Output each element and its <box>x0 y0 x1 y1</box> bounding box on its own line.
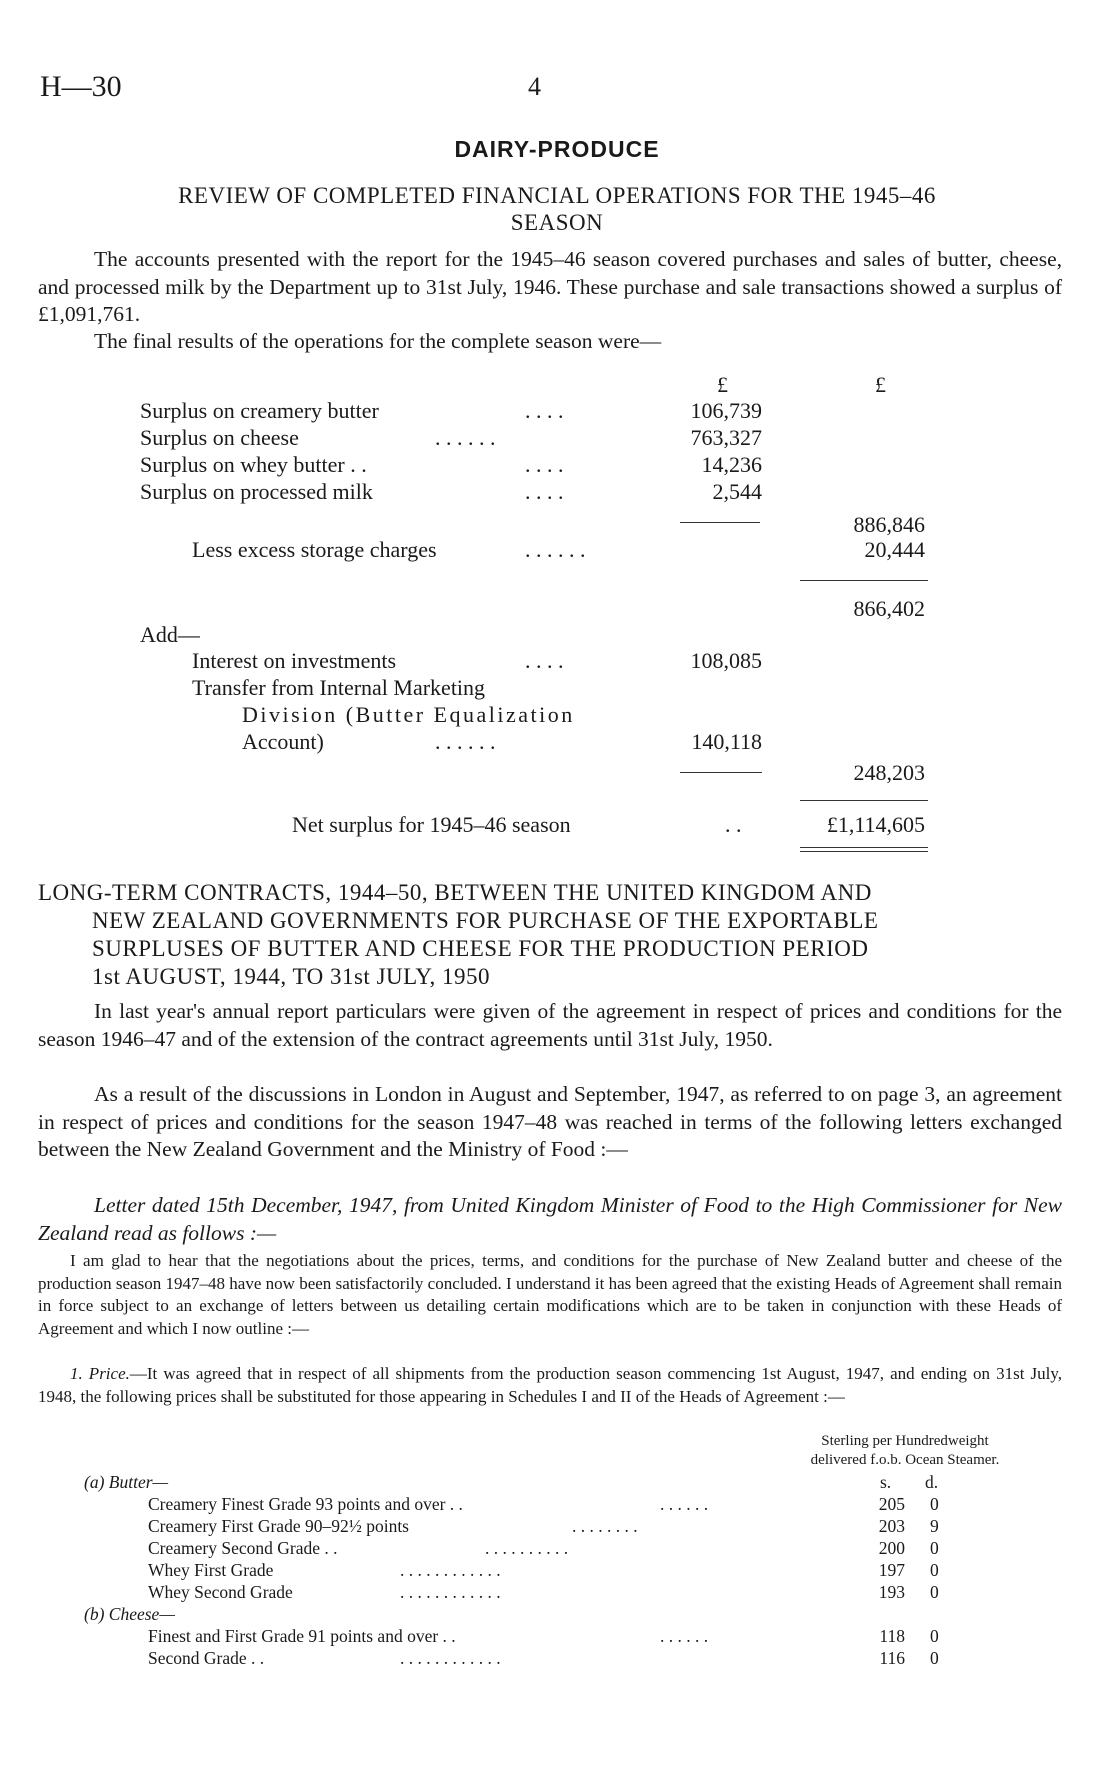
leader-dots: . . . . <box>525 479 564 504</box>
double-rule-top <box>800 847 928 848</box>
leader-dots: . . . . <box>525 452 564 477</box>
surplus-row-label: Surplus on cheese <box>140 425 299 450</box>
leader-dots: . . . . . . <box>525 537 586 562</box>
letter-paragraph-2 <box>38 1363 1062 1408</box>
price-row-label: Creamery First Grade 90–92½ points <box>148 1516 409 1536</box>
leader-dots: . . . . . . <box>435 729 496 754</box>
price-row-label: Creamery Finest Grade 93 points and over . . <box>148 1494 463 1514</box>
price-shillings: 116 <box>879 1648 905 1668</box>
price-row-label: Whey Second Grade <box>148 1582 293 1602</box>
contracts-heading-line3: SURPLUSES OF BUTTER AND CHEESE FOR THE PRODUCTION PERIOD <box>92 936 869 961</box>
price-shillings: 197 <box>878 1560 905 1580</box>
price-row-label: Creamery Second Grade . . <box>148 1538 338 1558</box>
subtotal-rule <box>680 522 760 523</box>
unit-pence: d. <box>925 1472 939 1492</box>
price-shillings: 118 <box>879 1626 905 1646</box>
review-heading-line2: SEASON <box>510 210 604 235</box>
less-value: 20,444 <box>864 537 925 562</box>
leader-dots: . . <box>725 812 742 837</box>
page-title: DAIRY-PRODUCE <box>454 136 660 162</box>
contracts-paragraph-1: In last year's annual report particulars were given of the agreement in respect of prices and conditions for the season 1946–47 and of the extension of the contract agreements until 31st July, 1950. <box>38 999 1062 1051</box>
page-number: 4 <box>528 72 541 101</box>
transfer-label-line1: Transfer from Internal Marketing <box>192 675 486 700</box>
price-pence: 0 <box>930 1560 939 1580</box>
contracts-heading-line1: LONG-TERM CONTRACTS, 1944–50, BETWEEN THE UNITED KINGDOM AND <box>38 880 872 905</box>
price-row-label: Finest and First Grade 91 points and over . . <box>148 1626 456 1646</box>
price-pence: 0 <box>930 1582 939 1602</box>
leader-dots: . . . . <box>525 648 564 673</box>
leader-dots: . . . . . . . . . . . . <box>400 1648 501 1668</box>
contracts-heading-line4: 1st AUGUST, 1944, TO 31st JULY, 1950 <box>92 964 491 989</box>
surplus-row-value: 106,739 <box>690 398 762 423</box>
surplus-row-value: 14,236 <box>701 452 762 477</box>
price-row-label: Whey First Grade <box>148 1560 274 1580</box>
surplus-row-label: Surplus on processed milk <box>140 479 373 504</box>
price-column-head-line2: delivered f.o.b. Ocean Steamer. <box>810 1452 1000 1468</box>
price-pence: 0 <box>930 1494 939 1514</box>
price-row-label: Second Grade . . <box>148 1648 265 1668</box>
contracts-heading-line2: NEW ZEALAND GOVERNMENTS FOR PURCHASE OF THE EXPORTABLE <box>92 908 879 933</box>
letter-introduction: Letter dated 15th December, 1947, from United Kingdom Minister of Food to the High Commissioner for New Zealand read as follows :— <box>38 1193 1062 1245</box>
subtotal-rule <box>680 772 762 773</box>
total-rule <box>800 800 928 801</box>
leader-dots: . . . . . . . . . . . . <box>400 1560 501 1580</box>
leader-dots: . . . . <box>525 398 564 423</box>
subtotal-after-less: 866,402 <box>853 596 925 621</box>
interest-value: 108,085 <box>690 648 762 673</box>
transfer-label-line3: Account) <box>242 729 324 754</box>
document-code: H—30 <box>40 70 122 103</box>
letter-paragraph-2-body: —It was agreed that in respect of all shipments from the production season commencing 1st August, 1947, and ending on 31st July, 1948, the following prices shall be substituted for those appearing in Schedules I and II of the Heads of Agreement :— <box>38 1364 1062 1406</box>
double-rule-bottom <box>800 851 928 852</box>
subtotal-surplus: 886,846 <box>853 512 925 537</box>
interest-label: Interest on investments <box>192 648 397 673</box>
net-surplus-value: £1,114,605 <box>826 812 925 837</box>
letter-paragraph-2-lead: 1. Price. <box>70 1364 130 1383</box>
review-paragraph-2: The final results of the operations for the complete season were— <box>94 329 662 353</box>
price-pence: 0 <box>930 1538 939 1558</box>
cheese-label: (b) Cheese— <box>84 1604 175 1624</box>
surplus-row-value: 763,327 <box>690 425 762 450</box>
subtotal-rule <box>800 580 928 581</box>
leader-dots: . . . . . . <box>435 425 496 450</box>
unit-shillings: s. <box>880 1472 892 1492</box>
transfer-value: 140,118 <box>691 729 762 754</box>
price-shillings: 200 <box>878 1538 905 1558</box>
leader-dots: . . . . . . . . . . <box>485 1538 569 1558</box>
leader-dots: . . . . . . . . <box>572 1516 638 1536</box>
butter-label: (a) Butter— <box>84 1472 169 1492</box>
letter-paragraph-1: I am glad to hear that the negotiations about the prices, terms, and conditions for the purchase of New Zealand butter and cheese of the production season 1947–48 have now been satisfactorily concluded. I understand it has been agreed that the existing Heads of Agreement shall remain in force subject to an exchange of letters between us detailing certain modifications which are to be taken in conjunction with these Heads of Agreement and which I now outline :— <box>38 1251 1062 1338</box>
price-shillings: 203 <box>878 1516 905 1536</box>
transfer-label-line2: Division (Butter Equalization <box>242 702 575 727</box>
contracts-paragraph-2: As a result of the discussions in London in August and September, 1947, as referred to on page 3, an agreement in respect of prices and conditions for the season 1947–48 was reached in terms of the following letters exchanged between the New Zealand Government and the Ministry of Food :— <box>38 1082 1062 1161</box>
column-head-pounds-1: £ <box>717 372 728 397</box>
price-shillings: 193 <box>878 1582 905 1602</box>
add-total: 248,203 <box>853 760 925 785</box>
surplus-row-label: Surplus on creamery butter <box>140 398 379 423</box>
column-head-pounds-2: £ <box>875 372 886 397</box>
price-column-head-line1: Sterling per Hundredweight <box>821 1433 989 1449</box>
review-paragraph-1: The accounts presented with the report for the 1945–46 season covered purchases and sales of butter, cheese, and processed milk by the Department up to 31st July, 1946. These purchase and sale transactions showed a surplus of £1,091,761. <box>38 247 1062 326</box>
leader-dots: . . . . . . <box>660 1494 709 1514</box>
price-pence: 0 <box>930 1648 939 1668</box>
add-label: Add— <box>140 622 200 647</box>
review-heading-line1: REVIEW OF COMPLETED FINANCIAL OPERATIONS FOR THE 1945–46 <box>178 183 936 208</box>
price-pence: 9 <box>930 1516 939 1536</box>
surplus-row-value: 2,544 <box>712 479 762 504</box>
price-shillings: 205 <box>878 1494 905 1514</box>
net-surplus-label: Net surplus for 1945–46 season <box>292 812 571 837</box>
leader-dots: . . . . . . <box>660 1626 709 1646</box>
less-label: Less excess storage charges <box>192 537 437 562</box>
surplus-row-label: Surplus on whey butter . . <box>140 452 367 477</box>
leader-dots: . . . . . . . . . . . . <box>400 1582 501 1602</box>
price-pence: 0 <box>930 1626 939 1646</box>
